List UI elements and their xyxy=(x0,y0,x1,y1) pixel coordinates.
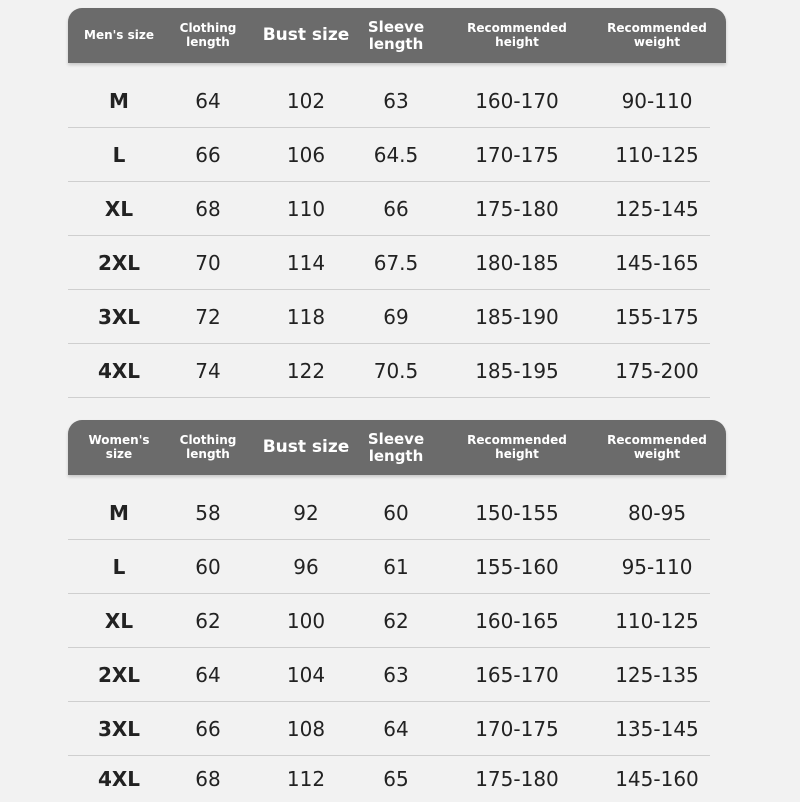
clothing-length-cell: 68 xyxy=(195,196,221,221)
clothing-length-cell: 58 xyxy=(195,500,221,525)
recommended-height-cell: 160-170 xyxy=(475,88,559,113)
recommended-weight-cell: 135-145 xyxy=(615,716,699,741)
recommended-weight-cell: 90-110 xyxy=(621,88,693,113)
recommended-height-cell: 170-175 xyxy=(475,142,559,167)
recommended-weight-cell: 145-160 xyxy=(615,767,699,791)
header-sleeve-length: Sleeve length xyxy=(367,18,425,53)
table-row xyxy=(68,344,710,398)
size-cell: 3XL xyxy=(97,716,141,741)
sleeve-length-cell: 67.5 xyxy=(373,250,419,275)
sleeve-length-cell: 60 xyxy=(383,500,409,525)
header-recommended-height: Recommended height xyxy=(467,21,567,49)
header-bust-size: Bust size xyxy=(262,437,350,458)
recommended-weight-cell: 110-125 xyxy=(615,142,699,167)
size-cell: 4XL xyxy=(97,767,141,791)
header-recommended-height: Recommended height xyxy=(467,433,567,461)
clothing-length-cell: 74 xyxy=(195,358,221,383)
recommended-weight-cell: 155-175 xyxy=(615,304,699,329)
size-cell: M xyxy=(109,500,129,525)
bust-size-cell: 118 xyxy=(286,304,326,329)
table-row xyxy=(68,290,710,344)
table-row xyxy=(68,648,710,702)
recommended-height-cell: 175-180 xyxy=(475,196,559,221)
clothing-length-cell: 66 xyxy=(195,142,221,167)
bust-size-cell: 112 xyxy=(286,767,326,791)
header-sleeve-length: Sleeve length xyxy=(367,430,425,465)
womens-table-body xyxy=(68,475,726,802)
bust-size-cell: 110 xyxy=(286,196,326,221)
mens-size-table xyxy=(68,8,726,398)
header-recommended-weight: Recommended weight xyxy=(607,21,707,49)
mens-table-header xyxy=(68,8,726,63)
size-cell: XL xyxy=(104,608,134,633)
recommended-height-cell: 165-170 xyxy=(475,662,559,687)
table-row xyxy=(68,236,710,290)
recommended-weight-cell: 125-145 xyxy=(615,196,699,221)
table-row xyxy=(68,702,710,756)
bust-size-cell: 96 xyxy=(293,554,319,579)
sleeve-length-cell: 66 xyxy=(383,196,409,221)
sleeve-length-cell: 69 xyxy=(383,304,409,329)
recommended-height-cell: 185-190 xyxy=(475,304,559,329)
recommended-weight-cell: 80-95 xyxy=(627,500,687,525)
recommended-height-cell: 185-195 xyxy=(475,358,559,383)
bust-size-cell: 106 xyxy=(286,142,326,167)
header-clothing-length: Clothing length xyxy=(179,433,237,461)
clothing-length-cell: 62 xyxy=(195,608,221,633)
sleeve-length-cell: 61 xyxy=(383,554,409,579)
table-row xyxy=(68,540,710,594)
clothing-length-cell: 68 xyxy=(195,767,221,791)
size-cell: M xyxy=(109,88,129,113)
size-cell: XL xyxy=(104,196,134,221)
header-womens-size: Women's size xyxy=(88,433,150,461)
recommended-height-cell: 170-175 xyxy=(475,716,559,741)
size-cell: 2XL xyxy=(97,662,141,687)
size-cell: 3XL xyxy=(97,304,141,329)
sleeve-length-cell: 62 xyxy=(383,608,409,633)
womens-size-table xyxy=(68,420,726,802)
recommended-weight-cell: 95-110 xyxy=(621,554,693,579)
recommended-weight-cell: 175-200 xyxy=(615,358,699,383)
recommended-weight-cell: 125-135 xyxy=(615,662,699,687)
size-cell: 4XL xyxy=(97,358,141,383)
table-row xyxy=(68,74,710,128)
sleeve-length-cell: 65 xyxy=(383,767,409,791)
bust-size-cell: 102 xyxy=(286,88,326,113)
recommended-height-cell: 160-165 xyxy=(475,608,559,633)
mens-table-body xyxy=(68,63,726,398)
sleeve-length-cell: 63 xyxy=(383,88,409,113)
bust-size-cell: 100 xyxy=(286,608,326,633)
table-row xyxy=(68,486,710,540)
bust-size-cell: 122 xyxy=(286,358,326,383)
clothing-length-cell: 64 xyxy=(195,88,221,113)
womens-table-header xyxy=(68,420,726,475)
table-row xyxy=(68,128,710,182)
bust-size-cell: 92 xyxy=(293,500,319,525)
recommended-height-cell: 155-160 xyxy=(475,554,559,579)
size-cell: L xyxy=(112,554,126,579)
clothing-length-cell: 70 xyxy=(195,250,221,275)
header-clothing-length: Clothing length xyxy=(179,21,237,49)
sleeve-length-cell: 64 xyxy=(383,716,409,741)
clothing-length-cell: 60 xyxy=(195,554,221,579)
sleeve-length-cell: 64.5 xyxy=(373,142,419,167)
clothing-length-cell: 64 xyxy=(195,662,221,687)
clothing-length-cell: 66 xyxy=(195,716,221,741)
size-cell: 2XL xyxy=(97,250,141,275)
recommended-height-cell: 175-180 xyxy=(475,767,559,791)
header-bust-size: Bust size xyxy=(262,25,350,46)
recommended-height-cell: 180-185 xyxy=(475,250,559,275)
sleeve-length-cell: 63 xyxy=(383,662,409,687)
table-row xyxy=(68,756,710,802)
table-row xyxy=(68,182,710,236)
clothing-length-cell: 72 xyxy=(195,304,221,329)
bust-size-cell: 108 xyxy=(286,716,326,741)
recommended-weight-cell: 145-165 xyxy=(615,250,699,275)
recommended-weight-cell: 110-125 xyxy=(615,608,699,633)
bust-size-cell: 104 xyxy=(286,662,326,687)
recommended-height-cell: 150-155 xyxy=(475,500,559,525)
bust-size-cell: 114 xyxy=(286,250,326,275)
size-cell: L xyxy=(112,142,126,167)
table-row xyxy=(68,594,710,648)
header-recommended-weight: Recommended weight xyxy=(607,433,707,461)
sleeve-length-cell: 70.5 xyxy=(373,358,419,383)
header-mens-size: Men's size xyxy=(84,27,154,42)
